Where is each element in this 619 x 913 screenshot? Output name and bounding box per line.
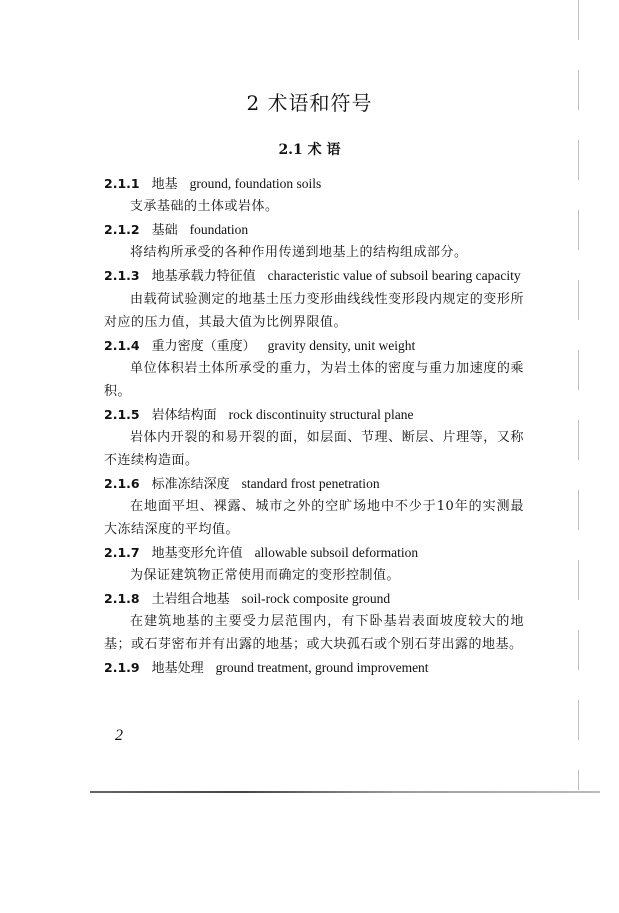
term-2-1-3 xyxy=(104,264,524,334)
term-heading xyxy=(104,264,524,288)
term-chinese: 地基变形允许值 xyxy=(151,546,243,561)
term-2-1-6 xyxy=(104,472,524,541)
term-chinese: 地基处理 xyxy=(151,661,204,676)
term-number: 2.1.9 xyxy=(104,660,140,675)
chapter-title: 2 术语和符号 xyxy=(246,91,373,115)
term-definition: 由载荷试验测定的地基土压力变形曲线线性变形段内规定的变形所对应的压力值，其最大值为比例界限值。 xyxy=(104,292,524,330)
term-2-1-9 xyxy=(104,656,524,679)
scan-bottom-rule xyxy=(90,791,600,793)
term-definition: 支承基础的土体或岩体。 xyxy=(130,199,279,214)
term-2-1-1 xyxy=(104,172,524,218)
term-heading xyxy=(104,472,524,495)
section-title: 2.1 术 语 xyxy=(278,142,341,158)
term-2-1-2 xyxy=(104,218,524,264)
term-heading xyxy=(104,541,524,564)
term-number: 2.1.5 xyxy=(104,407,140,422)
term-chinese: 地基承载力特征值 xyxy=(151,269,256,284)
term-number: 2.1.2 xyxy=(104,222,140,237)
term-english: rock discontinuity structural plane xyxy=(228,407,414,422)
term-number: 2.1.8 xyxy=(104,591,140,606)
term-heading xyxy=(104,403,524,426)
term-english: standard frost penetration xyxy=(241,476,380,491)
term-english: soil-rock composite ground xyxy=(241,591,391,606)
term-heading xyxy=(104,218,524,241)
term-chinese: 基础 xyxy=(151,223,178,238)
term-number: 2.1.3 xyxy=(104,268,140,283)
term-2-1-8 xyxy=(104,587,524,656)
term-number: 2.1.6 xyxy=(104,476,140,491)
term-definition: 在地面平坦、裸露、城市之外的空旷场地中不少于10年的实测最大冻结深度的平均值。 xyxy=(104,499,524,537)
term-chinese: 地基 xyxy=(151,177,178,192)
page-number: 2 xyxy=(115,727,123,744)
term-2-1-5 xyxy=(104,403,524,472)
terms-list xyxy=(104,172,524,679)
term-definition: 将结构所承受的各种作用传递到地基上的结构组成部分。 xyxy=(130,245,468,260)
term-english: ground treatment, ground improvement xyxy=(215,660,429,675)
term-definition: 岩体内开裂的和易开裂的面，如层面、节理、断层、片理等，又称不连续构造面。 xyxy=(104,430,524,468)
term-chinese: 岩体结构面 xyxy=(151,408,217,423)
term-heading xyxy=(104,587,524,610)
term-english: characteristic value of subsoil bearing capacity xyxy=(267,268,521,283)
term-english: ground, foundation soils xyxy=(189,176,322,191)
term-heading xyxy=(104,334,524,357)
term-definition: 为保证建筑物正常使用而确定的变形控制值。 xyxy=(130,568,401,583)
term-definition: 单位体积岩土体所承受的重力，为岩土体的密度与重力加速度的乘积。 xyxy=(104,361,524,399)
term-heading xyxy=(104,656,524,679)
term-english: gravity density, unit weight xyxy=(267,338,416,353)
term-chinese: 重力密度（重度） xyxy=(151,339,256,354)
term-number: 2.1.4 xyxy=(104,338,140,353)
term-2-1-4 xyxy=(104,334,524,403)
term-chinese: 标准冻结深度 xyxy=(151,477,230,492)
term-chinese: 土岩组合地基 xyxy=(151,592,230,607)
term-english: foundation xyxy=(189,222,249,237)
term-2-1-7 xyxy=(104,541,524,587)
term-number: 2.1.7 xyxy=(104,545,140,560)
term-heading xyxy=(104,172,524,195)
term-number: 2.1.1 xyxy=(104,176,140,191)
term-english: allowable subsoil deformation xyxy=(254,545,419,560)
scan-edge-line xyxy=(578,0,579,790)
term-definition: 在建筑地基的主要受力层范围内，有下卧基岩表面坡度较大的地基；或石芽密布并有出露的地基；或大块孤石或个别石芽出露的地基。 xyxy=(104,614,524,652)
